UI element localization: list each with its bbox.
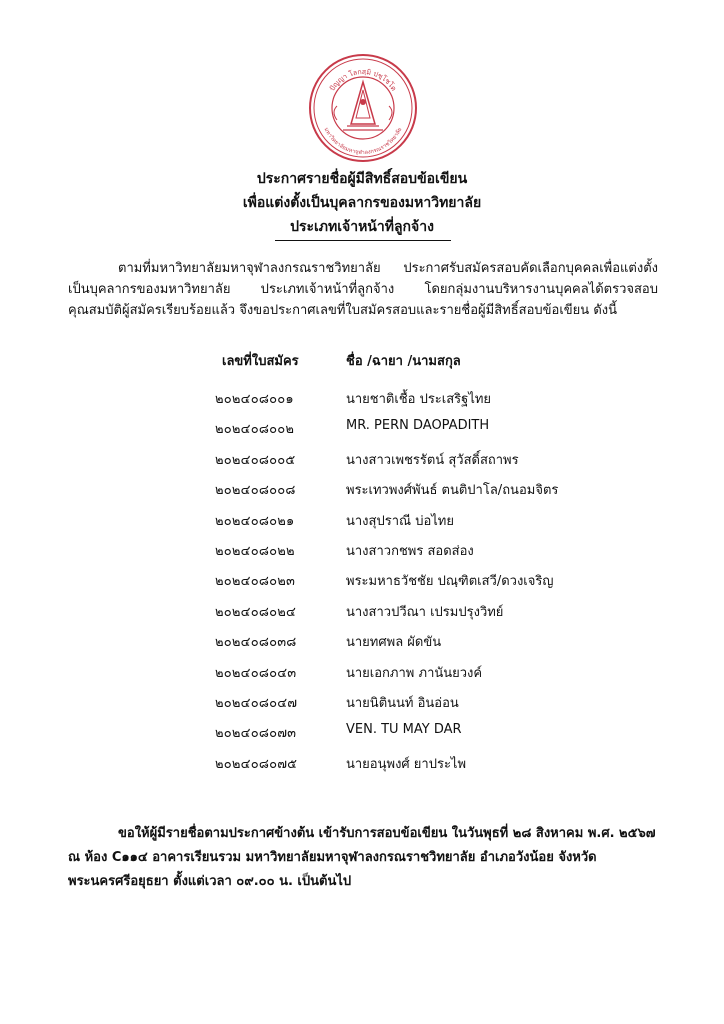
- candidate-name: MR. PERN DAOPADITH: [346, 418, 490, 434]
- table-row: [0, 388, 724, 418]
- application-number: ๒๐๒๔๐๘๐๓๘: [215, 635, 297, 651]
- candidate-name: นางสุปราณี บ่อไทย: [346, 513, 454, 529]
- table-row: [0, 418, 724, 448]
- application-number: ๒๐๒๔๐๘๐๔๗: [215, 696, 298, 711]
- application-number: ๒๐๒๔๐๘๐๗๓: [215, 726, 297, 742]
- seal-bottom-text: มหาวิทยาลัยมหาจุฬาลงกรณราชวิทยาลัย: [322, 126, 404, 157]
- table-row: [0, 722, 724, 752]
- table-row: [0, 631, 724, 661]
- application-number: ๒๐๒๔๐๘๐๐๕: [215, 452, 296, 468]
- table-row: [0, 479, 724, 509]
- application-number: ๒๐๒๔๐๘๐๒๑: [215, 513, 295, 529]
- application-number: ๒๐๒๔๐๘๐๗๕: [215, 756, 298, 772]
- candidate-name: นายชาติเชื้อ ประเสริฐไทย: [346, 392, 492, 407]
- application-number: ๒๐๒๔๐๘๐๒๔: [215, 604, 297, 620]
- candidate-name: นายอนุพงศ์ ยาประไพ: [346, 756, 467, 772]
- table-row: [0, 510, 724, 540]
- application-number: ๒๐๒๔๐๘๐๒๓: [215, 574, 296, 590]
- candidate-name: พระมหาธวัชชัย ปณฺฑิตเสวี/ดวงเจริญ: [346, 574, 554, 590]
- heading-line-1: ประกาศรายชื่อผู้มีสิทธิ์สอบข้อเขียน: [256, 171, 468, 187]
- candidate-name: พระเทวพงศ์พันธ์ ตนติปาโล/ถนอมจิตร: [346, 483, 559, 499]
- candidate-name: นางสาวเพชรรัตน์ สุวัสดิ์สถาพร: [346, 452, 519, 468]
- seal-top-text: ปัญญา โลกสฺมิ ปชฺโชโต: [328, 67, 398, 93]
- candidate-name: นายทศพล ผัดขัน: [346, 635, 442, 651]
- application-number: ๒๐๒๔๐๘๐๐๒: [215, 422, 295, 438]
- candidate-name: นางสาวปวีณา เปรมปรุงวิทย์: [346, 604, 504, 620]
- university-seal-icon: [307, 52, 419, 164]
- table-row: [0, 753, 724, 783]
- candidate-name: นายนิตินนท์ อินอ่อน: [346, 696, 459, 711]
- table-row: [0, 449, 724, 479]
- application-number: ๒๐๒๔๐๘๐๐๘: [215, 483, 296, 499]
- table-row: [0, 692, 724, 722]
- column-header-application-number: เลขที่ใบสมัคร: [222, 354, 299, 369]
- application-number: ๒๐๒๔๐๘๐๒๒: [215, 544, 295, 559]
- table-row: [0, 540, 724, 570]
- application-number: ๒๐๒๔๐๘๐๔๓: [215, 665, 297, 681]
- column-header-name: ชื่อ /ฉายา /นามสกุล: [346, 354, 461, 369]
- table-row: [0, 570, 724, 600]
- heading-underline: [275, 240, 451, 241]
- table-row: [0, 601, 724, 631]
- application-number: ๒๐๒๔๐๘๐๐๑: [215, 392, 294, 407]
- candidate-name: นางสาวกชพร สอดส่อง: [346, 544, 474, 559]
- heading-line-2: เพื่อแต่งตั้งเป็นบุคลากรของมหาวิทยาลัย: [242, 195, 482, 211]
- candidate-name: VEN. TU MAY DAR: [346, 722, 462, 738]
- candidate-name: นายเอกภาพ ภานันยวงค์: [346, 665, 483, 681]
- table-row: [0, 662, 724, 692]
- closing-paragraph: ขอให้ผู้มีรายชื่อตามประกาศข้างต้น เข้ารับการสอบข้อเขียน ในวันพุธที่ ๒๘ สิงหาคม พ.ศ. ๒๕๖๗ ณ ห้อง C๑๑๔ อาคารเรียนรวม มหาวิทยาลัยมหาจุฬาลงกรณราชวิทยาลัย อำเภอวังน้อย จังหวัดพระนครศรีอยุธยา ตั้งแต่เวลา ๐๙.๐๐ น. เป็นต้นไป: [68, 826, 656, 889]
- intro-paragraph: ตามที่มหาวิทยาลัยมหาจุฬาลงกรณราชวิทยาลัย ประกาศรับสมัครสอบคัดเลือกบุคคลเพื่อแต่งตั้งเป็นบุคลากรของมหาวิทยาลัย ประเภทเจ้าหน้าที่ลูกจ้าง โดยกลุ่มงานบริหารงานบุคคลได้ตรวจสอบคุณสมบัติผู้สมัครเรียบร้อยแล้ว จึงขอประกาศเลขที่ใบสมัครสอบและรายชื่อผู้มีสิทธิ์สอบข้อเขียน ดังนี้: [68, 261, 658, 318]
- heading-line-3: ประเภทเจ้าหน้าที่ลูกจ้าง: [290, 219, 434, 235]
